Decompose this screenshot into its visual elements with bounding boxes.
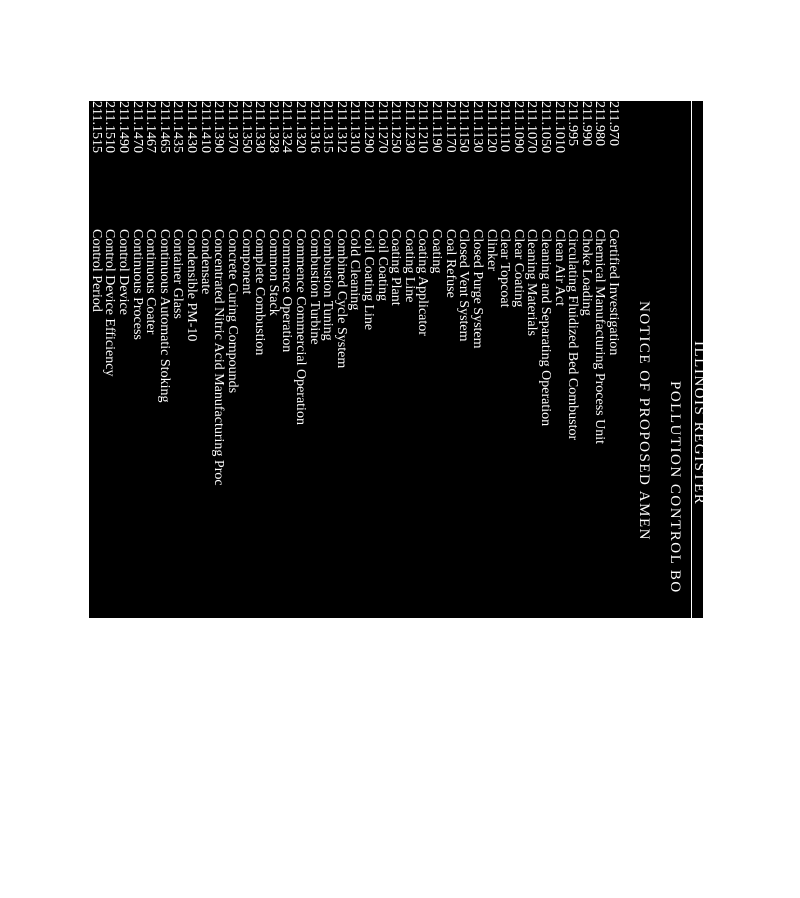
section-number: 211.1210	[415, 101, 431, 153]
section-term: Control Period	[88, 229, 104, 312]
board-title: POLLUTION CONTROL BO	[667, 381, 683, 594]
section-number: 211.1270	[374, 101, 390, 153]
section-number: 211.1370	[224, 101, 240, 153]
section-term: Combined Cycle System	[333, 229, 349, 369]
section-row	[307, 101, 321, 618]
section-term: Commence Operation	[279, 229, 295, 353]
section-row	[348, 101, 362, 618]
section-number: 211.1010	[551, 101, 567, 153]
section-row	[103, 101, 117, 618]
section-term: Concentrated Nitric Acid Manufacturing Proc	[211, 229, 227, 486]
section-row	[416, 101, 430, 618]
section-number: 211.1390	[211, 101, 227, 153]
section-row	[498, 101, 512, 618]
section-number: 211.1320	[292, 101, 308, 153]
section-number: 211.1430	[184, 101, 200, 153]
section-term: Control Device	[116, 229, 132, 315]
section-term: Certified Investigation	[606, 229, 621, 356]
section-term: Clear Coating	[510, 229, 526, 308]
section-row	[225, 101, 239, 618]
section-term: Condensible PM-10	[184, 229, 200, 342]
section-number: 211.1310	[347, 101, 363, 153]
section-number: 211.1312	[333, 101, 349, 153]
section-term: Combustion Turbine	[306, 229, 322, 345]
section-term: Coating Plant	[388, 229, 404, 306]
section-row	[389, 101, 403, 618]
section-number: 211.1120	[483, 101, 499, 153]
section-term: Common Stack	[265, 229, 281, 316]
section-row	[457, 101, 471, 618]
section-term: Clear Topcoat	[497, 229, 513, 308]
section-term: Commence Commercial Operation	[292, 229, 308, 425]
section-number: 211.970	[606, 101, 621, 146]
section-number: 211.1410	[197, 101, 213, 153]
section-term: Control Device Efficiency	[102, 229, 118, 377]
section-row	[429, 101, 443, 618]
section-number: 211.1070	[524, 101, 540, 153]
section-term: Coal Refuse	[442, 229, 458, 298]
section-row	[293, 101, 307, 618]
section-term: Circulating Fluidized Bed Combustor	[565, 229, 581, 441]
section-term: Continuous Coater	[143, 229, 159, 335]
section-number: 211.1467	[143, 101, 159, 153]
section-row	[579, 101, 593, 618]
section-number: 211.1190	[429, 101, 445, 153]
section-row	[185, 101, 199, 618]
section-number: 211.1435	[170, 101, 186, 153]
section-term: Cold Cleaning	[347, 229, 363, 311]
section-row	[212, 101, 226, 618]
section-number: 211.1330	[252, 101, 268, 153]
section-row	[511, 101, 525, 618]
section-row	[361, 101, 375, 618]
section-term: Concrete Curing Compounds	[224, 229, 240, 394]
section-term: Clinker	[483, 229, 499, 271]
section-row	[606, 101, 620, 618]
section-row	[538, 101, 552, 618]
section-row	[375, 101, 389, 618]
section-term: Coating	[429, 229, 445, 274]
notice-title: NOTICE OF PROPOSED AMEN	[636, 301, 652, 541]
section-row	[144, 101, 158, 618]
section-row	[566, 101, 580, 618]
section-number: 211.1470	[129, 101, 145, 153]
section-number: 211.1316	[306, 101, 322, 153]
section-number: 211.1490	[116, 101, 132, 153]
section-row	[280, 101, 294, 618]
section-number: 211.1324	[279, 101, 295, 153]
section-number: 211.1510	[102, 101, 118, 153]
section-row	[239, 101, 253, 618]
section-number: 211.1150	[456, 101, 472, 153]
rotated-content	[88, 101, 707, 618]
section-term: Component	[238, 229, 254, 295]
section-row	[525, 101, 539, 618]
section-number: 211.1050	[537, 101, 553, 153]
section-number: 211.1350	[238, 101, 254, 153]
section-term: Coil Coating	[374, 229, 390, 301]
section-term: Chemical Manufacturing Process Unit	[592, 229, 608, 445]
section-number: 211.1110	[497, 101, 513, 152]
section-term: Combustion Tuning	[320, 229, 336, 341]
section-term: Closed Vent System	[456, 229, 472, 342]
section-row	[198, 101, 212, 618]
register-title: ILLINOIS REGISTER	[691, 341, 707, 506]
section-number: 211.1250	[388, 101, 404, 153]
section-number: 211.980	[592, 101, 608, 146]
section-term: Choke Loading	[578, 229, 594, 316]
section-term: Cleaning Materials	[524, 229, 540, 336]
section-term: Continuous Process	[129, 229, 145, 340]
section-number: 211.1328	[265, 101, 281, 153]
section-term: Container Glass	[170, 229, 186, 319]
section-number: 211.1170	[442, 101, 458, 153]
section-row	[552, 101, 566, 618]
section-row	[130, 101, 144, 618]
section-row	[334, 101, 348, 618]
scanned-document-image	[88, 101, 707, 618]
section-number: 211.1515	[88, 101, 104, 153]
section-term: Coating Line	[401, 229, 417, 303]
section-number: 211.1290	[361, 101, 377, 153]
section-row	[171, 101, 185, 618]
section-row	[89, 101, 103, 618]
section-number: 211.1090	[510, 101, 526, 153]
section-number: 211.1130	[469, 101, 485, 153]
section-row	[470, 101, 484, 618]
section-number: 211.990	[578, 101, 594, 146]
section-row	[443, 101, 457, 618]
section-row	[266, 101, 280, 618]
section-row	[253, 101, 267, 618]
header-rule	[691, 101, 692, 618]
section-number: 211.1315	[320, 101, 336, 153]
section-row	[593, 101, 607, 618]
section-row	[321, 101, 335, 618]
section-list	[89, 101, 620, 618]
section-term: Coil Coating Line	[361, 229, 377, 331]
section-number: 211.1230	[401, 101, 417, 153]
section-term: Complete Combustion	[252, 229, 268, 356]
section-term: Coating Applicator	[415, 229, 431, 336]
section-row	[402, 101, 416, 618]
section-term: Cleaning and Separating Operation	[537, 229, 553, 427]
section-term: Clean Air Act	[551, 229, 567, 306]
section-number: 211.995	[565, 101, 581, 146]
section-row	[484, 101, 498, 618]
section-term: Continuous Automatic Stoking	[156, 229, 172, 403]
section-number: 211.1465	[156, 101, 172, 153]
section-term: Closed Purge System	[469, 229, 485, 349]
section-row	[116, 101, 130, 618]
section-row	[157, 101, 171, 618]
section-term: Condensate	[197, 229, 213, 295]
